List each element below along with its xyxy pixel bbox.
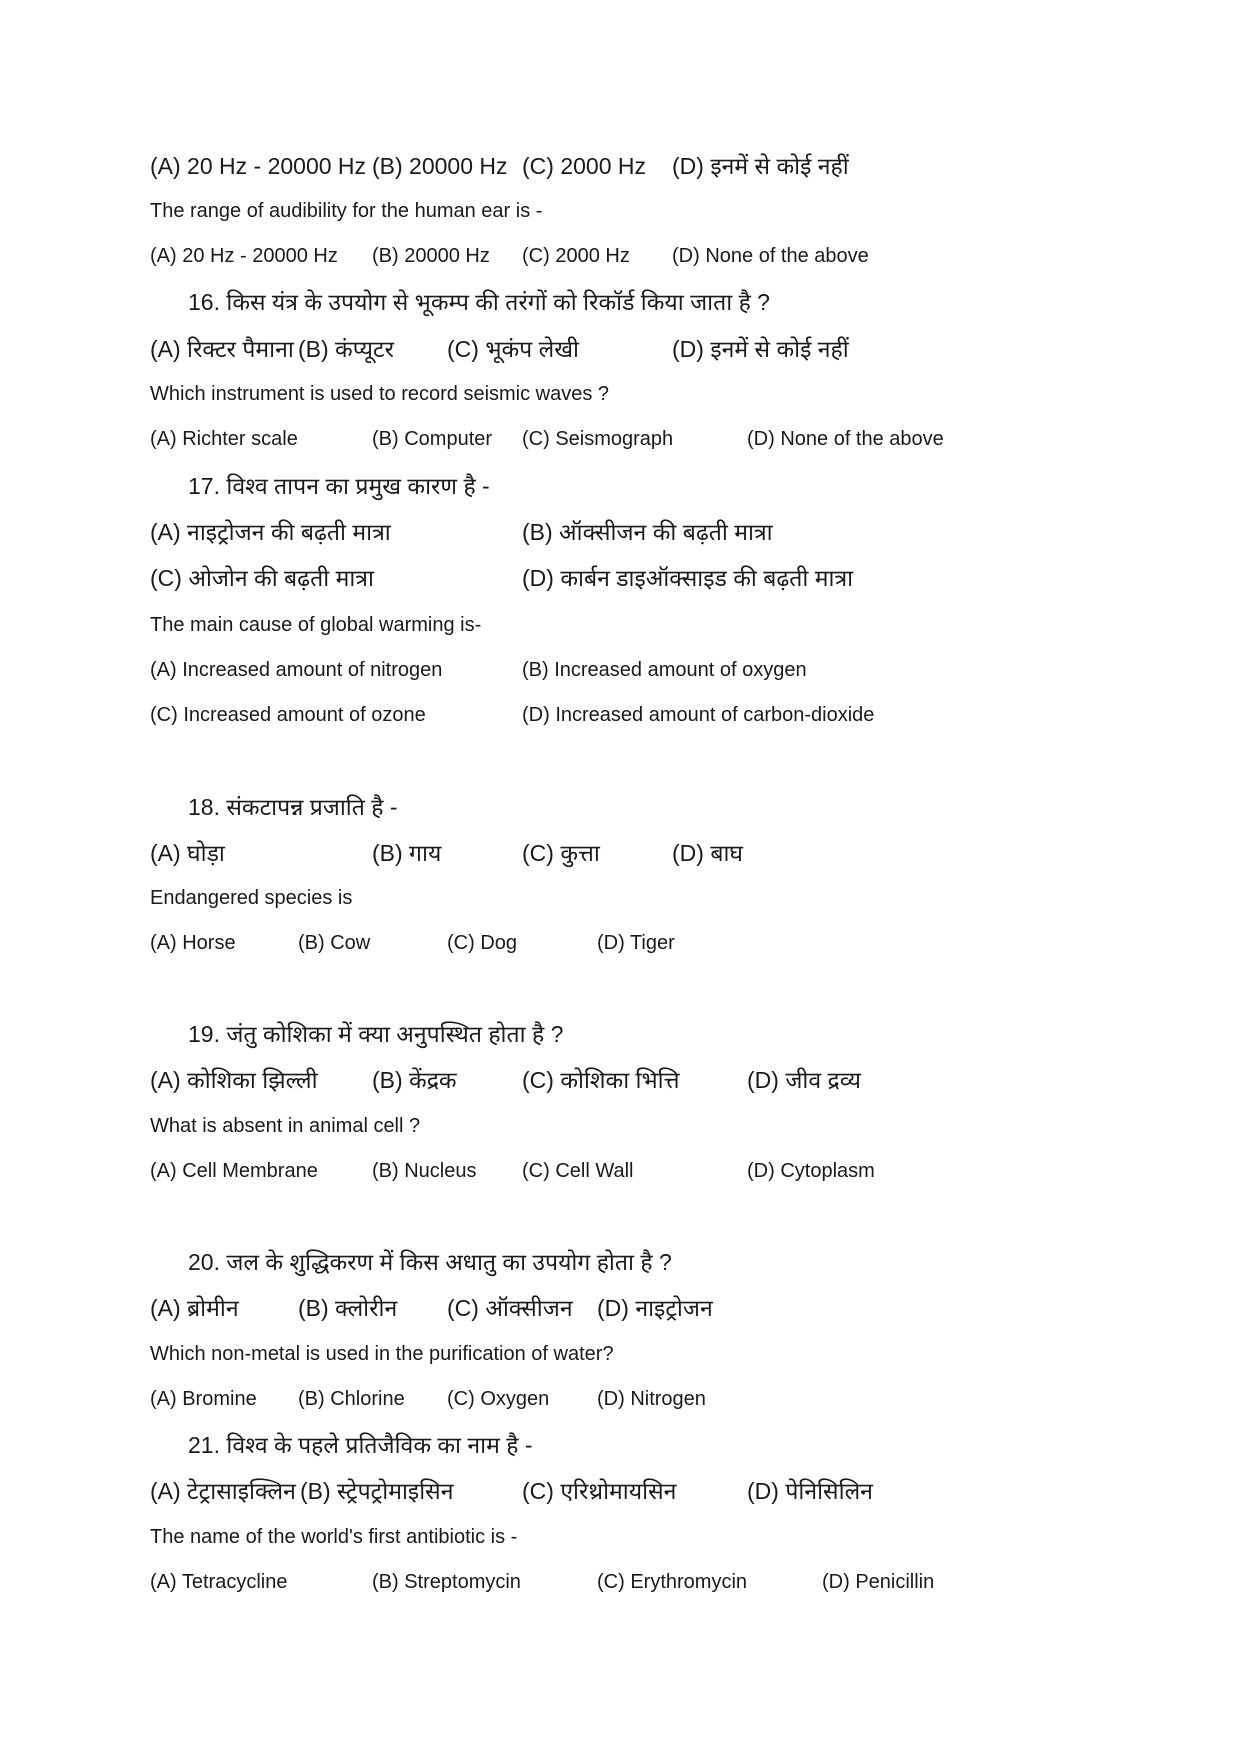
q17-options-english-row1	[150, 650, 1150, 690]
q15-option-d-hindi: (D) इनमें से कोई नहीं	[672, 153, 849, 179]
q18-option-c-english: (C) Dog	[447, 932, 518, 954]
q21-option-d-english: (D) Penicillin	[822, 1571, 935, 1593]
q16-question-hindi: 16. किस यंत्र के उपयोग से भूकम्प की तरंगों को रिकॉर्ड किया जाता है ?	[188, 289, 770, 315]
q20-option-d-hindi: (D) नाइट्रोजन	[597, 1295, 713, 1321]
q16-question-english: Which instrument is used to record seismic waves ?	[150, 383, 610, 405]
q18-options-hindi	[150, 833, 1150, 873]
q21-option-a-english: (A) Tetracycline	[150, 1571, 288, 1593]
q16-options-hindi	[150, 329, 1150, 369]
q16-options-english	[150, 419, 1150, 459]
q20-question-hindi: 20. जल के शुद्धिकरण में किस अधातु का उपयोग होता है ?	[188, 1249, 672, 1275]
q18-option-c-hindi: (C) कुत्ता	[522, 840, 600, 866]
q21-option-b-hindi: (B) स्ट्रेपट्रोमाइसिन	[300, 1478, 454, 1504]
q18-option-b-english: (B) Cow	[298, 932, 371, 954]
q17-option-d-english: (D) Increased amount of carbon-dioxide	[522, 704, 875, 726]
q18-option-a-hindi: (A) घोड़ा	[150, 840, 225, 866]
q17-options-english-row2	[150, 695, 1150, 735]
q17-option-d-hindi: (D) कार्बन डाइऑक्साइड की बढ़ती मात्रा	[522, 565, 854, 591]
q16-option-c-english: (C) Seismograph	[522, 428, 674, 450]
q18-option-d-hindi: (D) बाघ	[672, 840, 744, 866]
q18-question-english: Endangered species is	[150, 887, 353, 909]
q19-question-english: What is absent in animal cell ?	[150, 1115, 421, 1137]
q17-options-hindi-row2	[150, 558, 1150, 598]
q17-options-hindi-row1	[150, 512, 1150, 552]
q21-question-english: The name of the world's first antibiotic is -	[150, 1526, 518, 1548]
q21-question-hindi: 21. विश्व के पहले प्रतिजैविक का नाम है -	[188, 1432, 533, 1458]
q16-option-b-hindi: (B) कंप्यूटर	[298, 336, 394, 362]
q19-option-a-hindi: (A) कोशिका झिल्ली	[150, 1067, 318, 1093]
q19-option-c-hindi: (C) कोशिका भित्ति	[522, 1067, 680, 1093]
q17-option-a-hindi: (A) नाइट्रोजन की बढ़ती मात्रा	[150, 519, 391, 545]
q20-option-a-english: (A) Bromine	[150, 1388, 257, 1410]
q18-options-english	[150, 923, 1150, 963]
q15-option-b-english: (B) 20000 Hz	[372, 245, 490, 267]
q17-option-b-hindi: (B) ऑक्सीजन की बढ़ती मात्रा	[522, 519, 773, 545]
q20-options-hindi	[150, 1288, 1150, 1328]
q17-question-hindi: 17. विश्व तापन का प्रमुख कारण है -	[188, 473, 490, 499]
q21-options-hindi	[150, 1471, 1150, 1511]
q16-option-d-english: (D) None of the above	[747, 428, 944, 450]
q19-options-english	[150, 1151, 1150, 1191]
q19-option-d-english: (D) Cytoplasm	[747, 1160, 875, 1182]
q21-option-d-hindi: (D) पेनिसिलिन	[747, 1478, 873, 1504]
q15-option-b-hindi: (B) 20000 Hz	[372, 153, 508, 179]
q18-question-hindi: 18. संकटापन्न प्रजाति है -	[188, 794, 398, 820]
q15-option-c-english: (C) 2000 Hz	[522, 245, 630, 267]
q21-option-b-english: (B) Streptomycin	[372, 1571, 521, 1593]
q19-option-a-english: (A) Cell Membrane	[150, 1160, 318, 1182]
q21-option-a-hindi: (A) टेट्रासाइक्लिन	[150, 1478, 296, 1504]
q15-option-c-hindi: (C) 2000 Hz	[522, 153, 646, 179]
q16-option-d-hindi: (D) इनमें से कोई नहीं	[672, 336, 849, 362]
q18-option-d-english: (D) Tiger	[597, 932, 675, 954]
q19-options-hindi	[150, 1060, 1150, 1100]
q20-option-a-hindi: (A) ब्रोमीन	[150, 1295, 239, 1321]
q17-option-c-english: (C) Increased amount of ozone	[150, 704, 426, 726]
q15-options-english	[150, 236, 1150, 276]
q20-option-b-english: (B) Chlorine	[298, 1388, 405, 1410]
q19-option-b-english: (B) Nucleus	[372, 1160, 477, 1182]
q21-options-english	[150, 1562, 1150, 1602]
q20-option-c-hindi: (C) ऑक्सीजन	[447, 1295, 573, 1321]
q17-question-english: The main cause of global warming is-	[150, 614, 482, 636]
q15-options-hindi	[150, 146, 1150, 186]
q20-question-english: Which non-metal is used in the purification of water?	[150, 1343, 614, 1365]
q16-option-b-english: (B) Computer	[372, 428, 493, 450]
q19-option-c-english: (C) Cell Wall	[522, 1160, 634, 1182]
q21-option-c-english: (C) Erythromycin	[597, 1571, 748, 1593]
q15-question-english: The range of audibility for the human ear is -	[150, 200, 543, 222]
q15-option-a-english: (A) 20 Hz - 20000 Hz	[150, 245, 338, 267]
q16-option-a-english: (A) Richter scale	[150, 428, 298, 450]
q15-option-d-english: (D) None of the above	[672, 245, 869, 267]
q16-option-c-hindi: (C) भूकंप लेखी	[447, 336, 579, 362]
q20-option-c-english: (C) Oxygen	[447, 1388, 550, 1410]
q19-option-d-hindi: (D) जीव द्रव्य	[747, 1067, 861, 1093]
q15-option-a-hindi: (A) 20 Hz - 20000 Hz	[150, 153, 367, 179]
q20-options-english	[150, 1379, 1150, 1419]
q19-question-hindi: 19. जंतु कोशिका में क्या अनुपस्थित होता है ?	[188, 1021, 564, 1047]
q19-option-b-hindi: (B) केंद्रक	[372, 1067, 457, 1093]
q17-option-a-english: (A) Increased amount of nitrogen	[150, 659, 443, 681]
q21-option-c-hindi: (C) एरिथ्रोमायसिन	[522, 1478, 677, 1504]
q17-option-b-english: (B) Increased amount of oxygen	[522, 659, 807, 681]
q20-option-b-hindi: (B) क्लोरीन	[298, 1295, 398, 1321]
q20-option-d-english: (D) Nitrogen	[597, 1388, 706, 1410]
q18-option-b-hindi: (B) गाय	[372, 840, 442, 866]
q17-option-c-hindi: (C) ओजोन की बढ़ती मात्रा	[150, 565, 374, 591]
q16-option-a-hindi: (A) रिक्टर पैमाना	[150, 336, 294, 362]
q18-option-a-english: (A) Horse	[150, 932, 236, 954]
